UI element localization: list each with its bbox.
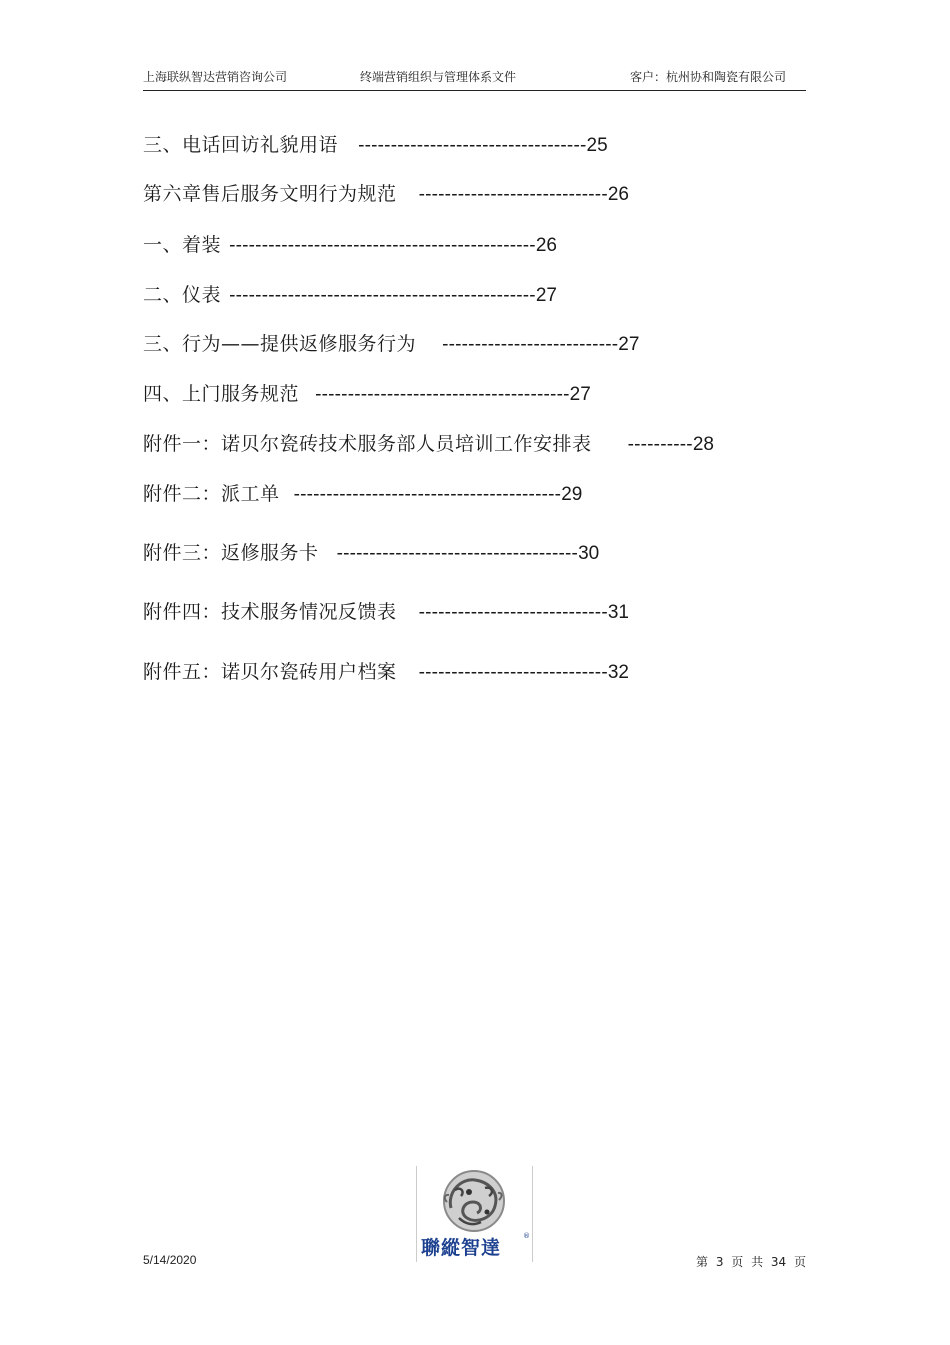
toc-entry-page: 31 [607, 602, 629, 623]
toc-entry-leader: ---------- [627, 434, 693, 455]
toc-entry-leader: ----------------------------- [418, 662, 608, 683]
toc-entry-page: 27 [618, 334, 640, 355]
toc-entry[interactable] [143, 541, 599, 566]
toc-entry-title: 附件四：技术服务情况反馈表 [143, 601, 397, 623]
toc-entry-title: 三、电话回访礼貌用语 [143, 134, 339, 156]
toc-entry[interactable] [143, 382, 591, 407]
logo-text: 聯縱智達 [421, 1237, 502, 1259]
toc-entry-title: 一、着装 [143, 234, 222, 256]
toc-entry-title: 四、上门服务规范 [143, 383, 300, 405]
toc-entry-title: 附件五：诺贝尔瓷砖用户档案 [143, 661, 397, 683]
toc-entry-leader: ----------------------------------------------- [229, 285, 536, 306]
toc-entry-page: 27 [535, 285, 557, 306]
toc-entry-leader: ----------------------------------------------- [229, 235, 536, 256]
toc-entry-title: 附件一：诺贝尔瓷砖技术服务部人员培训工作安排表 [143, 433, 592, 455]
toc-entry[interactable] [143, 600, 629, 625]
toc-entry-page: 32 [607, 662, 629, 683]
toc-entry-page: 26 [535, 235, 557, 256]
toc-entry-title: 二、仪表 [143, 284, 222, 306]
toc-entry-leader: --------------------------------------- [315, 384, 570, 405]
toc-entry-page: 27 [569, 384, 591, 405]
toc-entry[interactable] [143, 660, 629, 685]
toc-entry-title: 三、行为——提供返修服务行为 [143, 333, 417, 355]
toc-entry-page: 25 [586, 135, 608, 156]
footer-date: 5/14/2020 [143, 1253, 197, 1267]
toc-entry-page: 30 [578, 543, 600, 564]
toc-entry-page: 29 [561, 484, 583, 505]
toc-entry-leader: ----------------------------------------- [293, 484, 562, 505]
header-client: 客户：杭州协和陶瓷有限公司 [629, 70, 786, 84]
toc-entry[interactable] [143, 332, 639, 357]
toc-entry[interactable] [143, 233, 557, 258]
toc-entry[interactable] [143, 482, 582, 507]
registered-mark: ® [523, 1232, 530, 1240]
toc-entry-title: 第六章售后服务文明行为规范 [143, 183, 397, 205]
dragon-emblem-icon [429, 1168, 519, 1234]
toc-entry[interactable] [143, 432, 714, 457]
toc-entry-leader: --------------------------- [442, 334, 619, 355]
toc-entry-leader: ----------------------------- [418, 184, 608, 205]
toc-entry-title: 附件二：派工单 [143, 483, 280, 505]
page-header [143, 66, 806, 91]
footer-page-number: 第 3 页 共 34 页 [696, 1255, 806, 1269]
header-document-title: 终端营销组织与管理体系文件 [360, 70, 517, 84]
toc-entry[interactable] [143, 283, 557, 308]
toc-entry-page: 26 [607, 184, 629, 205]
toc-entry[interactable] [143, 133, 608, 158]
toc-entry-leader: ----------------------------- [418, 602, 608, 623]
toc-entry-title: 附件三：返修服务卡 [143, 542, 319, 564]
company-logo [416, 1166, 533, 1262]
toc-entry[interactable] [143, 182, 629, 207]
header-company: 上海联纵智达营销咨询公司 [143, 70, 288, 84]
toc-entry-leader: ----------------------------------- [358, 135, 587, 156]
toc-entry-leader: ------------------------------------- [336, 543, 579, 564]
toc-entry-page: 28 [692, 434, 714, 455]
